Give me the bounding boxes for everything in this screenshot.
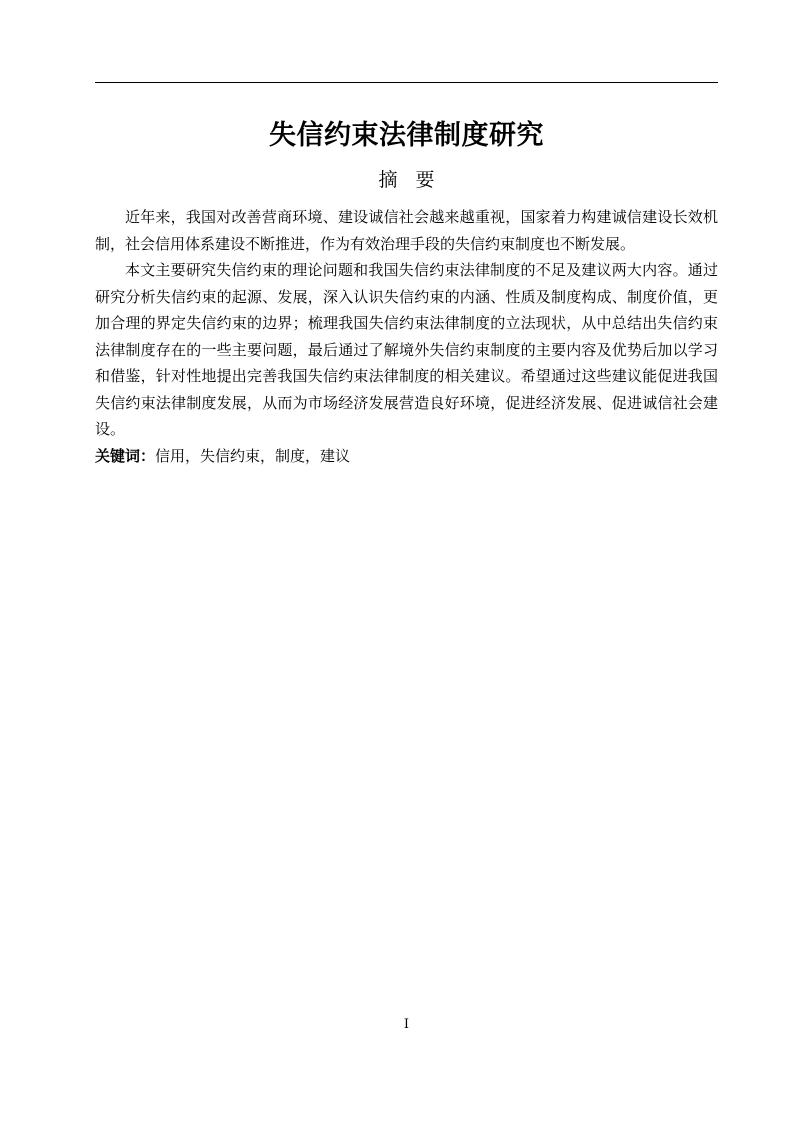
keywords-line xyxy=(95,443,718,470)
header-rule xyxy=(95,82,718,83)
abstract-paragraph-2: 本文主要研究失信约束的理论问题和我国失信约束法律制度的不足及建议两大内容。通过研究分析失信约束的起源、发展，深入认识失信约束的内涵、性质及制度构成、制度价值，更加合理的界定失信约束的边界；梳理我国失信约束法律制度的立法现状，从中总结出失信约束法律制度存在的一些主要问题，最后通过了解境外失信约束制度的主要内容及优势后加以学习和借鉴，针对性地提出完善我国失信约束法律制度的相关建议。希望通过这些建议能促进我国失信约束法律制度发展，从而为市场经济发展营造良好环境，促进经济发展、促进诚信社会建设。 xyxy=(95,261,718,438)
page-title: 失信约束法律制度研究 xyxy=(269,120,544,151)
abstract-heading: 摘 要 xyxy=(378,169,435,191)
abstract-body xyxy=(95,204,718,469)
keywords-value: 信用，失信约束，制度，建议 xyxy=(155,446,351,465)
abstract-paragraph-1: 近年来，我国对改善营商环境、建设诚信社会越来越重视，国家着力构建诚信建设长效机制，社会信用体系建设不断推进，作为有效治理手段的失信约束制度也不断发展。 xyxy=(95,208,718,253)
page-number: I xyxy=(403,1017,410,1032)
keywords-label: 关键词： xyxy=(95,446,156,465)
